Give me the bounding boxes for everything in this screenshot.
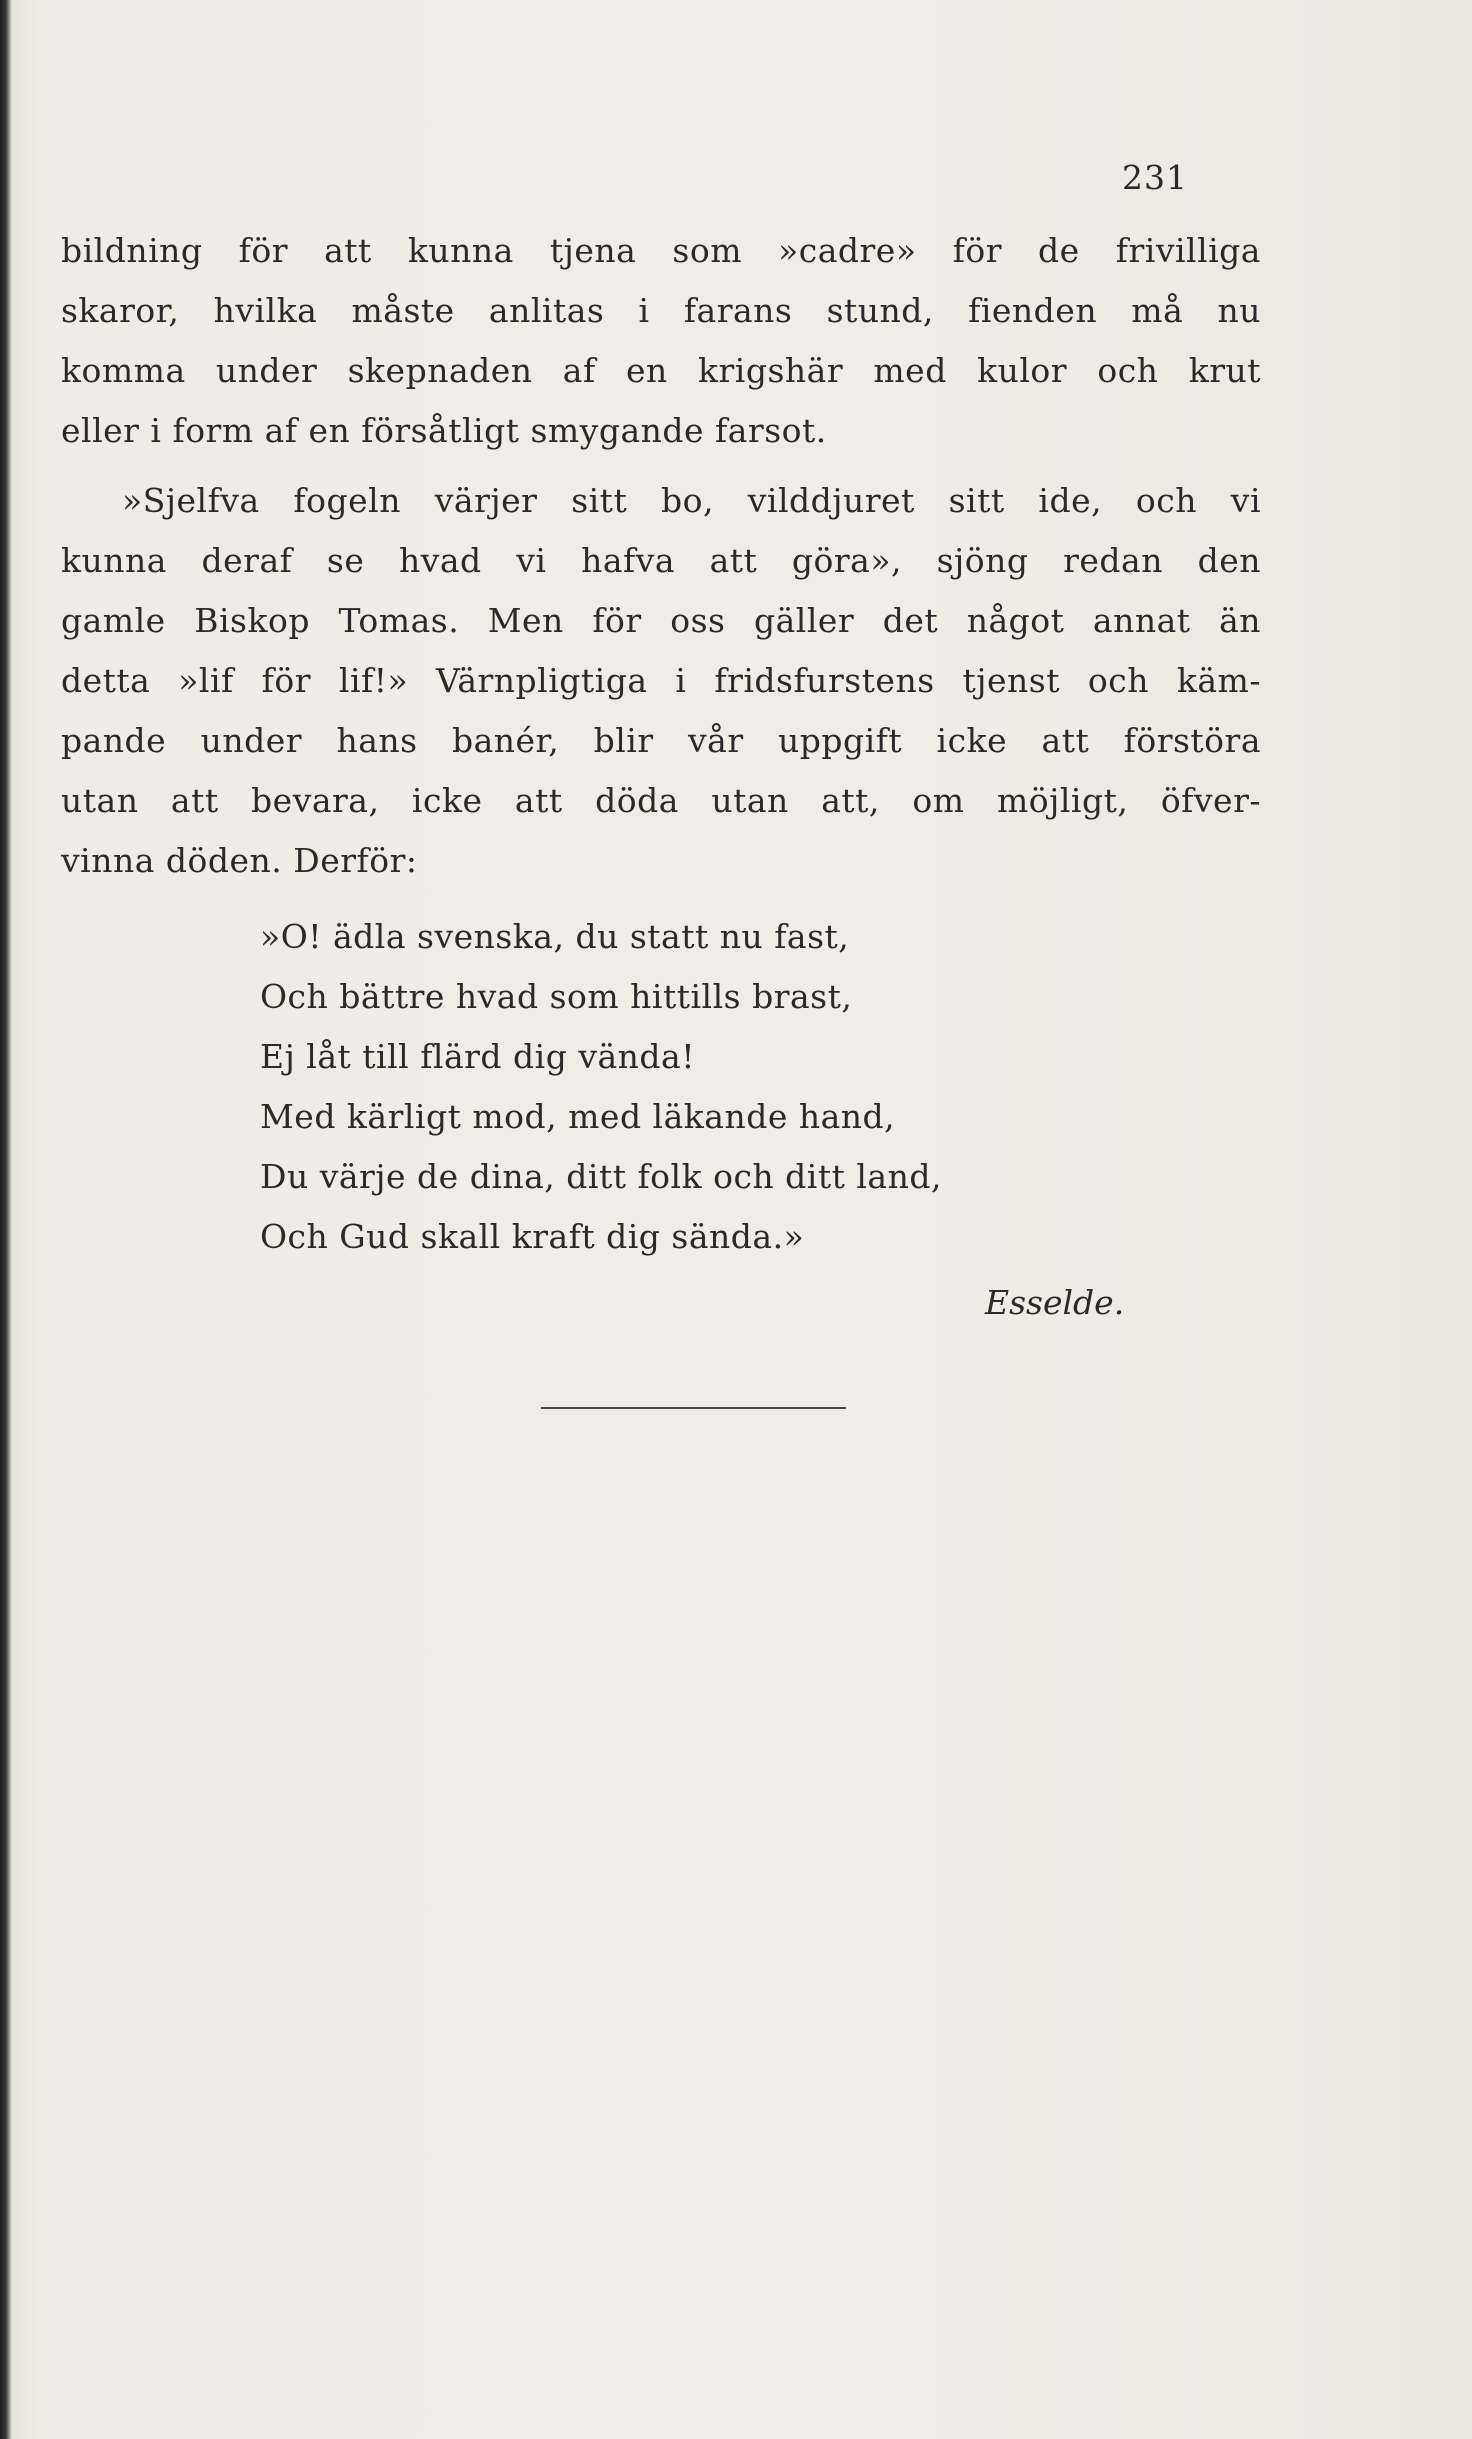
verse-line: Med kärligt mod, med läkande hand, <box>260 1097 896 1136</box>
verse-stanza <box>260 907 942 1267</box>
verse-line: Ej låt till flärd dig vända! <box>260 1037 695 1076</box>
author-signature: Esselde. <box>985 1283 1125 1322</box>
text-line: gamle Biskop Tomas. Men för oss gäller det något annat än <box>61 601 1261 640</box>
page-binding-edge <box>0 0 12 2439</box>
paragraph-1 <box>61 221 1261 461</box>
text-line: eller i form af en försåtligt smygande farsot. <box>61 411 827 450</box>
text-line: bildning för att kunna tjena som »cadre» för de frivilliga <box>61 231 1261 270</box>
paragraph-2 <box>61 471 1261 891</box>
section-divider <box>541 1407 846 1409</box>
verse-line: Och bättre hvad som hittills brast, <box>260 977 853 1016</box>
text-line: kunna deraf se hvad vi hafva att göra», sjöng redan den <box>61 541 1261 580</box>
text-line: komma under skepnaden af en krigshär med kulor och krut <box>61 351 1261 390</box>
verse-line: »O! ädla svenska, du statt nu fast, <box>260 917 850 956</box>
text-line: vinna döden. Derför: <box>61 841 418 880</box>
page-number: 231 <box>1122 158 1188 197</box>
text-line: pande under hans banér, blir vår uppgift icke att förstöra <box>61 721 1261 760</box>
text-line: detta »lif för lif!» Värnpligtiga i fridsfurstens tjenst och käm- <box>61 661 1261 700</box>
verse-line: Och Gud skall kraft dig sända.» <box>260 1217 805 1256</box>
text-line: »Sjelfva fogeln värjer sitt bo, vilddjuret sitt ide, och vi <box>122 481 1261 520</box>
verse-line: Du värje de dina, ditt folk och ditt land, <box>260 1157 942 1196</box>
text-line: utan att bevara, icke att döda utan att, om möjligt, öfver- <box>61 781 1261 820</box>
text-line: skaror, hvilka måste anlitas i farans stund, fienden må nu <box>61 291 1261 330</box>
